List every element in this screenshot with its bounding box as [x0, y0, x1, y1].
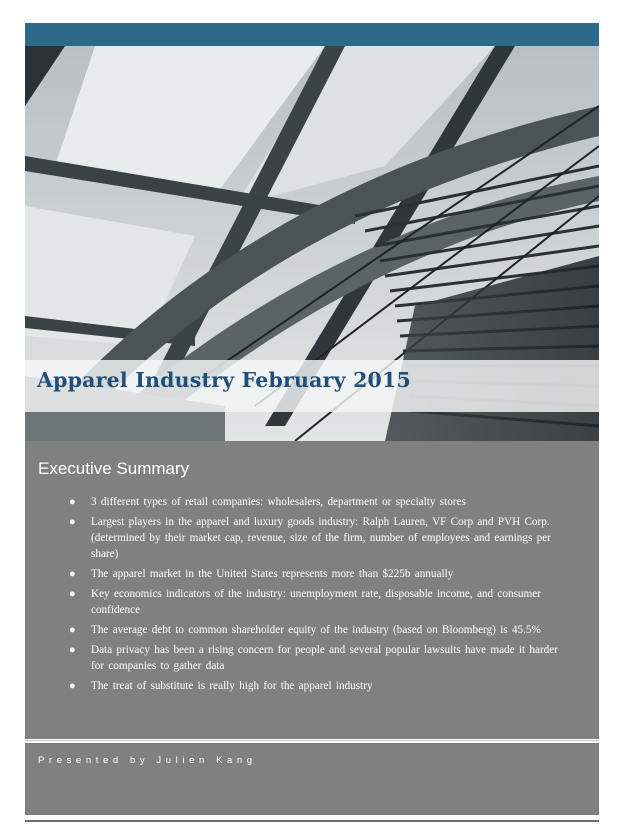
bottom-rule [25, 820, 599, 822]
bullet-text: Largest players in the apparel and luxury goods industry: Ralph Lauren, VF Corp and PVH Corp. (determined by their market cap, revenue, size of the firm, number of employees and earnings per share) [91, 516, 551, 560]
bullet-icon: ● [69, 568, 76, 580]
bullet-text: The average debt to common shareholder equity of the industry (based on Bloomberg) is 45.5% [91, 624, 541, 636]
bullet-icon: ● [69, 588, 76, 600]
bullet-text: The apparel market in the United States represents more than $225b annually [91, 568, 454, 580]
summary-bullet [67, 622, 567, 638]
bullet-text: Key economics indicators of the industry: unemployment rate, disposable income, and consumer confidence [91, 588, 541, 616]
summary-bullet [67, 494, 567, 510]
section-divider [25, 740, 599, 741]
summary-heading: Executive Summary [38, 459, 190, 478]
bullet-icon: ● [69, 624, 76, 636]
bullet-icon: ● [69, 516, 76, 528]
bullet-icon: ● [69, 680, 76, 692]
title-band [25, 360, 599, 412]
summary-bullet [67, 514, 567, 562]
bullet-text: The treat of substitute is really high for the apparel industry [91, 680, 373, 692]
summary-bullet [67, 642, 567, 674]
presenter-panel [25, 743, 599, 815]
presenter-credit: Presented by Julien Kang [38, 755, 257, 766]
document-title: Apparel Industry February 2015 [37, 368, 411, 392]
summary-bullet [67, 566, 567, 582]
summary-bullet [67, 678, 567, 694]
bullet-icon: ● [69, 644, 76, 656]
bullet-icon: ● [69, 496, 76, 508]
top-accent-bar [25, 23, 599, 46]
executive-summary-panel [25, 441, 599, 739]
summary-bullet [67, 586, 567, 618]
bullet-text: Data privacy has been a rising concern for people and several popular lawsuits have made it harder for companies to gather data [91, 644, 558, 672]
summary-bullet-list [67, 494, 567, 698]
bullet-text: 3 different types of retail companies: wholesalers, department or specialty stores [91, 496, 466, 508]
